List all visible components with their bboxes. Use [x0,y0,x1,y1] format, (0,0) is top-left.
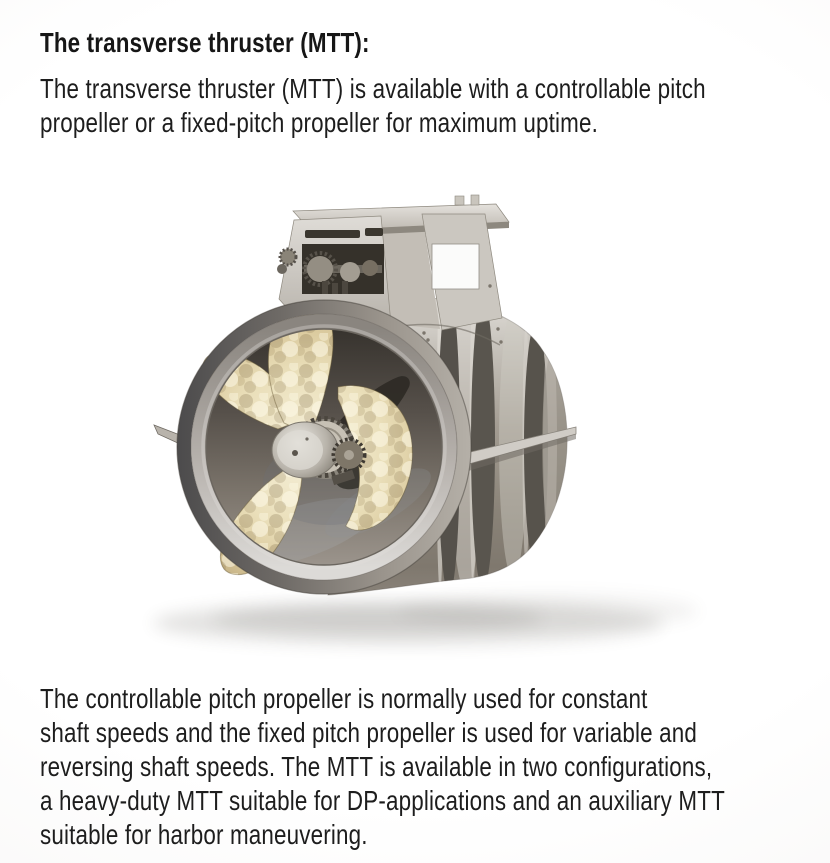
body-line: reversing shaft speeds. The MTT is available in two configurations, [40,751,713,782]
intro-line: propeller or a fixed-pitch propeller for maximum uptime. [40,107,598,138]
bracket-window [432,244,479,289]
thruster-render-svg [88,183,708,663]
body-line: a heavy-duty MTT suitable for DP-applications and an auxiliary MTT [40,785,725,816]
body-line: suitable for harbor maneuvering. [40,819,368,850]
body-line: The controllable pitch propeller is normally used for constant [40,683,648,714]
rib-ring [471,298,495,588]
page-title: The transverse thruster (MTT): [40,27,370,58]
intro-paragraph [40,72,706,140]
body-line: shaft speeds and the fixed pitch propeller is used for variable and [40,717,697,748]
body-paragraph [40,682,725,852]
thruster-illustration [88,183,708,663]
intro-line: The transverse thruster (MTT) is available with a controllable pitch [40,73,706,104]
ground-shadow [153,594,698,645]
gear-teeth-detail [280,249,296,265]
left-fin [154,425,180,444]
